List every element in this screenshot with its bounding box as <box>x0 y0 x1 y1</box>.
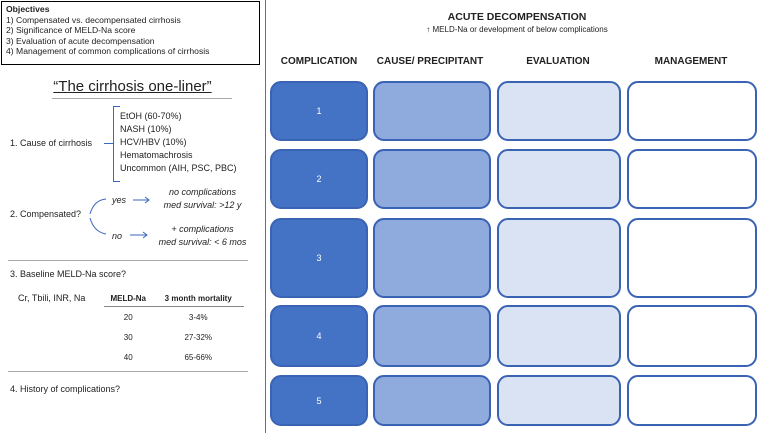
no-desc-2: med survival: < 6 mos <box>158 237 247 247</box>
cause-box-3 <box>373 218 491 298</box>
one-liner-heading: “The cirrhosis one-liner” <box>53 78 212 95</box>
complication-number: 4 <box>316 331 322 341</box>
table-header-row <box>104 290 244 307</box>
evaluation-box-5 <box>497 375 621 426</box>
complication-number: 2 <box>316 174 322 184</box>
branch-up-line <box>90 199 106 214</box>
complication-box-4 <box>270 305 368 367</box>
table-row <box>104 307 244 328</box>
evaluation-box-3 <box>497 218 621 298</box>
yes-label: yes <box>112 195 127 205</box>
management-box-5 <box>627 375 757 426</box>
management-box-3 <box>627 218 757 298</box>
objective-item: 1) Compensated vs. decompensated cirrhosis <box>6 14 181 25</box>
management-box-1 <box>627 81 757 141</box>
meld-label: 3. Baseline MELD-Na score? <box>10 269 127 279</box>
compensated-label: 2. Compensated? <box>10 209 82 219</box>
column-header-evaluation: EVALUATION <box>526 56 590 67</box>
cause-label: 1. Cause of cirrhosis <box>10 138 93 148</box>
history-label: 4. History of complications? <box>10 384 121 394</box>
evaluation-box-2 <box>497 149 621 209</box>
table-cell: 65-66% <box>184 352 213 362</box>
table-row <box>104 327 244 347</box>
column-header-cause: CAUSE/ PRECIPITANT <box>376 56 484 67</box>
cause-item: Hematomachrosis <box>120 150 193 160</box>
acute-subtitle: ↑ MELD-Na or development of below complications <box>426 25 608 34</box>
objectives-box <box>1 1 260 65</box>
complication-number: 3 <box>316 253 322 263</box>
complication-box-5 <box>270 375 368 426</box>
objective-item: 3) Evaluation of acute decompensation <box>6 35 155 46</box>
heading-divider <box>52 98 232 99</box>
acute-title: ACUTE DECOMPENSATION <box>447 11 587 23</box>
column-header-management: MANAGEMENT <box>654 56 728 67</box>
cause-item: NASH (10%) <box>120 124 172 134</box>
section-separator <box>8 371 248 372</box>
brace-connector <box>104 143 113 144</box>
cause-box-2 <box>373 149 491 209</box>
objective-item: 2) Significance of MELD-Na score <box>6 25 136 36</box>
complication-box-3 <box>270 218 368 298</box>
table-cell: 3-4% <box>188 312 208 322</box>
no-label: no <box>112 231 123 241</box>
cause-box-5 <box>373 375 491 426</box>
branch-down-line <box>90 218 106 234</box>
table-header: MELD-Na <box>104 290 152 307</box>
cause-item: EtOH (60-70%) <box>120 111 182 121</box>
management-box-2 <box>627 149 757 209</box>
objectives-title: Objectives <box>6 4 50 14</box>
evaluation-box-1 <box>497 81 621 141</box>
table-cell: 30 <box>123 332 133 342</box>
section-separator <box>8 260 248 261</box>
arrow-right-icon <box>130 232 147 238</box>
arrow-right-icon <box>133 197 149 203</box>
cause-item: Uncommon (AIH, PSC, PBC) <box>120 163 237 173</box>
no-desc-1: + complications <box>171 224 234 234</box>
table-cell: 27-32% <box>184 332 213 342</box>
meld-inputs: Cr, Tbili, INR, Na <box>18 293 86 303</box>
complication-number: 5 <box>316 395 322 406</box>
cause-bracket <box>113 106 120 182</box>
objective-item: 4) Management of common complications of cirrhosis <box>6 46 210 57</box>
section-divider <box>265 0 266 433</box>
management-box-4 <box>627 305 757 367</box>
cause-item: HCV/HBV (10%) <box>120 137 187 147</box>
column-header-complication: COMPLICATION <box>280 56 358 67</box>
cause-box-4 <box>373 305 491 367</box>
yes-desc-2: med survival: >12 y <box>163 200 242 210</box>
cause-list <box>120 110 237 175</box>
table-header: 3 month mortality <box>152 290 244 307</box>
evaluation-box-4 <box>497 305 621 367</box>
table-cell: 20 <box>123 312 133 322</box>
complication-box-1 <box>270 81 368 141</box>
yes-desc-1: no complications <box>168 187 237 197</box>
meld-mortality-table <box>104 290 244 367</box>
table-cell: 40 <box>123 352 133 362</box>
complication-box-2 <box>270 149 368 209</box>
cause-box-1 <box>373 81 491 141</box>
complication-number: 1 <box>316 106 322 116</box>
table-row <box>104 347 244 367</box>
